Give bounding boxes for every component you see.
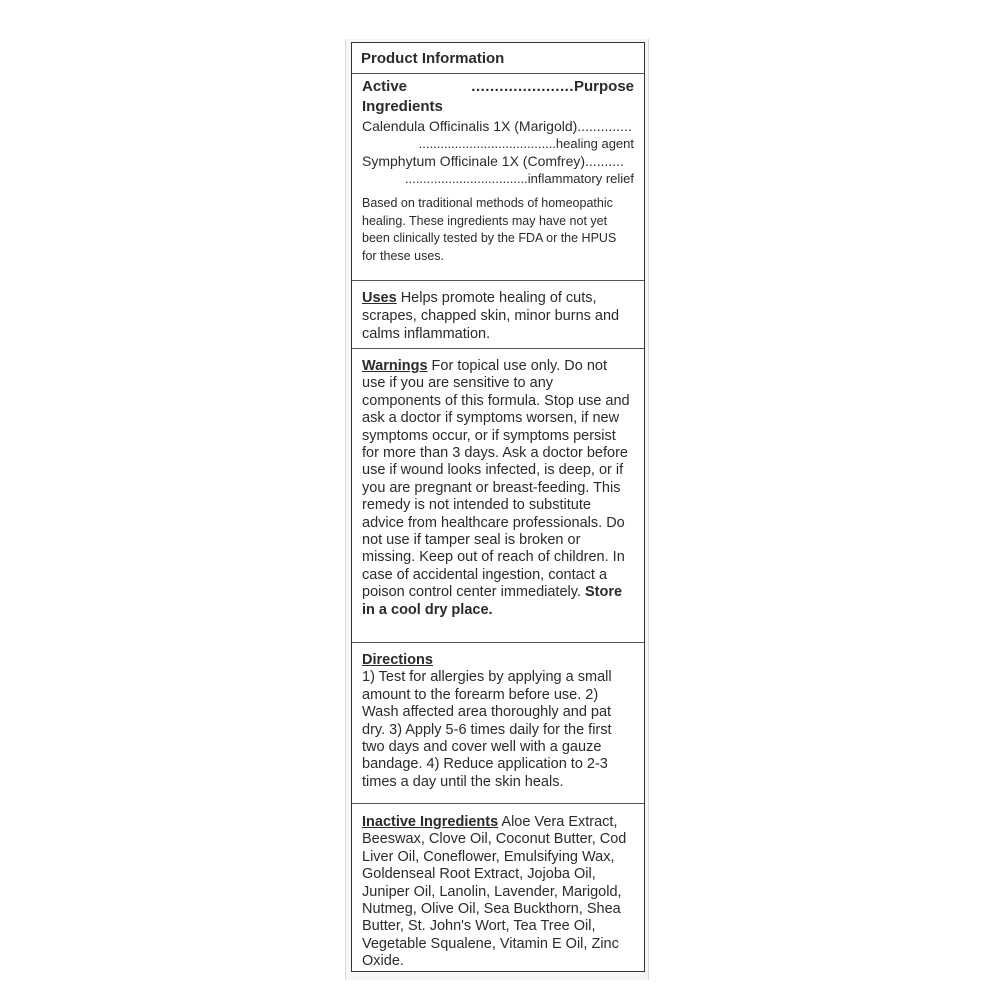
directions-heading: Directions [362, 652, 433, 668]
warnings-section [352, 349, 644, 643]
homeopathic-disclaimer: Based on traditional methods of homeopathic healing. These ingredients may have not yet been clinically tested by the FDA or the HPUS for these uses. [362, 196, 617, 263]
active-ingredients-section [352, 74, 644, 281]
ingredient-calendula-name: Calendula Officinalis 1X (Marigold).............. [362, 118, 632, 134]
inactive-ingredients-text: Aloe Vera Extract, Beeswax, Clove Oil, Coconut Butter, Cod Liver Oil, Coneflower, Emulsifying Wax, Goldenseal Root Extract, Jojoba Oil, Juniper Oil, Lanolin, Lavender, Marigold, Nutmeg, Olive Oil, Sea Buckthorn, Shea Butter, St. John's Wort, Tea Tree Oil, Vegetable Squalene, Vitamin E Oil, Zinc Oxide. [362, 814, 627, 970]
uses-text: Helps promote healing of cuts, scrapes, chapped skin, minor burns and calms inflammation. [362, 290, 620, 342]
ingredient-symphytum-purpose: ..................................inflammatory relief [404, 171, 634, 186]
warnings-text: For topical use only. Do not use if you are sensitive to any components of this formula. Stop use and ask a doctor if symptoms worsen, if new symptoms occur, or if symptoms persist for more than 3 days. Ask a doctor before use if wound looks infected, is deep, or if you are pregnant or breast-feeding. This remedy is not intended to substitute advice from healthcare professionals. Do not use if tamper seal is broken or missing. Keep out of reach of children. In case of accidental ingestion, contact a poison control center immediately. [362, 358, 630, 601]
product-information-title: Product Information [352, 43, 644, 74]
uses-heading: Uses [362, 290, 397, 306]
uses-section [352, 281, 644, 349]
active-ingredients-header: Active Ingredients ...................... Purpose [362, 78, 634, 115]
directions-text: 1) Test for allergies by applying a small amount to the forearm before use. 2) Wash affected area thoroughly and pat dry. 3) Apply 5-6 times daily for the first two days and cover well with a gauze bandage. 4) Reduce application to 2-3 times a day until the skin heals. [362, 669, 612, 790]
inactive-ingredients-heading: Inactive Ingredients [362, 814, 499, 830]
storage-instruction: Store in a cool dry place. [362, 584, 623, 618]
ingredient-calendula-purpose: ......................................healing agent [418, 136, 634, 151]
directions-section [352, 643, 644, 804]
ingredient-symphytum-name: Symphytum Officinale 1X (Comfrey).......... [362, 153, 624, 169]
inactive-ingredients-section [352, 804, 644, 971]
warnings-heading: Warnings [362, 358, 428, 374]
product-information-box [351, 42, 645, 972]
